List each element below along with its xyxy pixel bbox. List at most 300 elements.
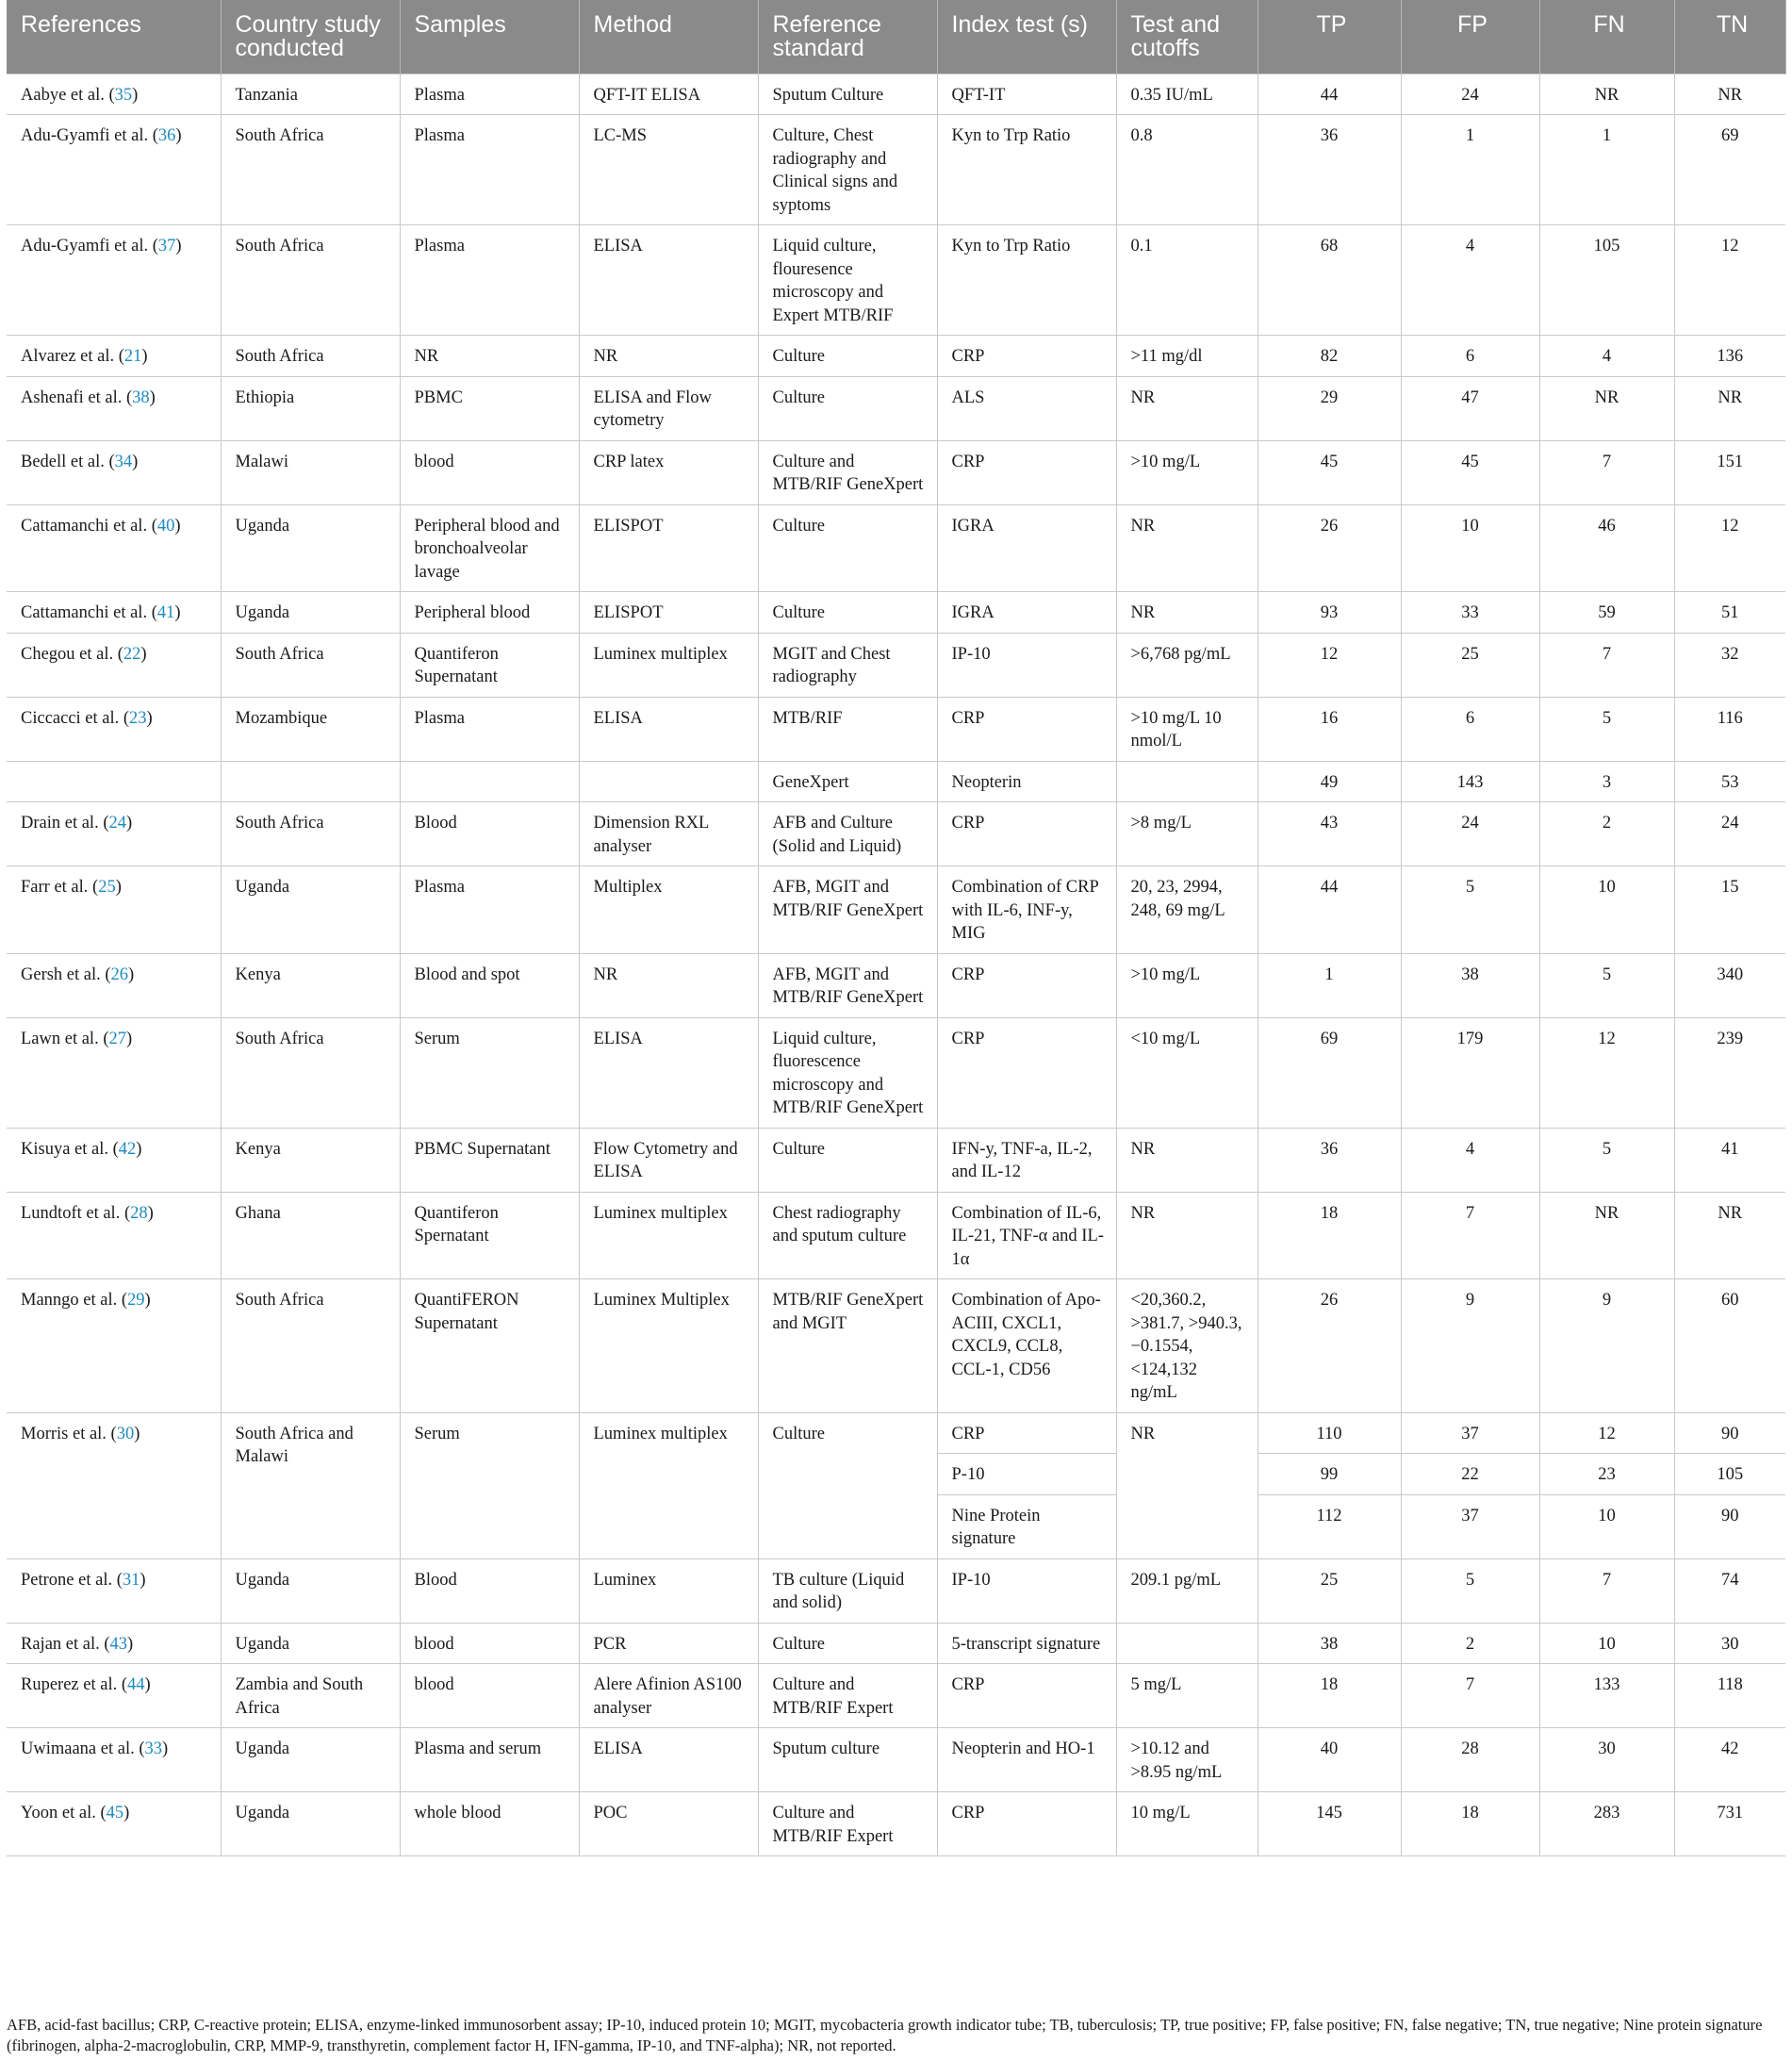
cell-reference xyxy=(7,376,221,440)
reference-close-paren: ) xyxy=(144,1675,151,1694)
cell-fn: 1 xyxy=(1539,115,1674,225)
cell-tp: 112 xyxy=(1258,1494,1401,1558)
cell-reference-standard: MGIT and Chest radiography xyxy=(758,633,937,697)
cell-index-test: IGRA xyxy=(937,504,1116,592)
cell-reference-standard: Culture, Chest radiography and Clinical signs and syptoms xyxy=(758,115,937,225)
cell-tp: 45 xyxy=(1258,440,1401,504)
cell-cutoff: NR xyxy=(1116,376,1258,440)
reference-citation-link[interactable]: 31 xyxy=(122,1570,140,1590)
col-header-tp: TP xyxy=(1258,0,1401,74)
cell-cutoff: 209.1 pg/mL xyxy=(1116,1558,1258,1623)
cell-tp: 38 xyxy=(1258,1623,1401,1664)
table-row xyxy=(7,440,1785,504)
cell-samples: Plasma and serum xyxy=(400,1728,579,1792)
cell-method: ELISA xyxy=(579,697,758,761)
cell-country: Tanzania xyxy=(221,74,400,115)
cell-samples: blood xyxy=(400,1664,579,1728)
cell-fp: 179 xyxy=(1401,1017,1539,1128)
cell-tp: 36 xyxy=(1258,115,1401,225)
table-row xyxy=(7,1728,1785,1792)
cell-index-test: CRP xyxy=(937,697,1116,761)
reference-close-paren: ) xyxy=(126,814,133,833)
cell-reference-standard: Culture xyxy=(758,1412,937,1558)
reference-close-paren: ) xyxy=(175,126,182,145)
cell-index-test: Combination of Apo-ACIII, CXCL1, CXCL9, CCL8, CCL-1, CD56 xyxy=(937,1279,1116,1413)
cell-samples: Blood and spot xyxy=(400,953,579,1017)
cell-fp: 4 xyxy=(1401,1128,1539,1192)
table-row xyxy=(7,1412,1785,1454)
cell-tp: 12 xyxy=(1258,633,1401,697)
cell-reference-standard: TB culture (Liquid and solid) xyxy=(758,1558,937,1623)
cell-fn: 2 xyxy=(1539,802,1674,866)
cell-tn: 12 xyxy=(1674,225,1785,336)
reference-citation-link[interactable]: 41 xyxy=(156,603,175,622)
cell-method xyxy=(579,761,758,802)
cell-reference-standard: Culture xyxy=(758,336,937,377)
col-header-index-test: Index test (s) xyxy=(937,0,1116,74)
cell-cutoff: >8 mg/L xyxy=(1116,802,1258,866)
cell-reference xyxy=(7,440,221,504)
reference-citation-link[interactable]: 33 xyxy=(144,1739,162,1758)
cell-fp: 24 xyxy=(1401,74,1539,115)
reference-citation-link[interactable]: 37 xyxy=(157,237,176,256)
table-row xyxy=(7,1792,1785,1856)
cell-reference xyxy=(7,761,221,802)
cell-index-test: Kyn to Trp Ratio xyxy=(937,225,1116,336)
reference-author: Morris et al. ( xyxy=(21,1424,117,1443)
cell-index-test: Neopterin xyxy=(937,761,1116,802)
col-header-method: Method xyxy=(579,0,758,74)
cell-method: ELISA and Flow cytometry xyxy=(579,376,758,440)
cell-fn: NR xyxy=(1539,74,1674,115)
reference-author: Adu-Gyamfi et al. ( xyxy=(21,126,158,145)
cell-fp: 1 xyxy=(1401,115,1539,225)
cell-fp: 24 xyxy=(1401,802,1539,866)
cell-reference-standard: Chest radiography and sputum culture xyxy=(758,1192,937,1279)
cell-country: Uganda xyxy=(221,504,400,592)
cell-fp: 7 xyxy=(1401,1664,1539,1728)
cell-samples: Peripheral blood xyxy=(400,592,579,634)
cell-samples: Blood xyxy=(400,802,579,866)
cell-tp: 36 xyxy=(1258,1128,1401,1192)
cell-samples: Plasma xyxy=(400,697,579,761)
cell-fn: 10 xyxy=(1539,1623,1674,1664)
cell-reference-standard: Culture and MTB/RIF GeneXpert xyxy=(758,440,937,504)
reference-close-paren: ) xyxy=(162,1739,169,1758)
table-body xyxy=(7,74,1785,1856)
reference-author: Kisuya et al. ( xyxy=(21,1139,119,1159)
cell-fp: 37 xyxy=(1401,1494,1539,1558)
cell-index-test: Kyn to Trp Ratio xyxy=(937,115,1116,225)
reference-author: Ruperez et al. ( xyxy=(21,1675,127,1694)
reference-citation-link[interactable]: 38 xyxy=(132,387,150,407)
cell-reference-standard: Liquid culture, flouresence microscopy and Expert MTB/RIF xyxy=(758,225,937,336)
col-header-fp: FP xyxy=(1401,0,1539,74)
cell-fp: 33 xyxy=(1401,592,1539,634)
cell-samples: Plasma xyxy=(400,225,579,336)
cell-tp: 18 xyxy=(1258,1192,1401,1279)
table-row xyxy=(7,225,1785,336)
cell-index-test: CRP xyxy=(937,953,1116,1017)
cell-cutoff: >10.12 and >8.95 ng/mL xyxy=(1116,1728,1258,1792)
reference-author: Uwimaana et al. ( xyxy=(21,1739,145,1758)
reference-close-paren: ) xyxy=(174,603,181,622)
cell-tp: 82 xyxy=(1258,336,1401,377)
cell-fn: NR xyxy=(1539,376,1674,440)
cell-reference xyxy=(7,1792,221,1856)
cell-tn: NR xyxy=(1674,1192,1785,1279)
cell-cutoff: <10 mg/L xyxy=(1116,1017,1258,1128)
cell-tp: 68 xyxy=(1258,225,1401,336)
cell-country: Uganda xyxy=(221,592,400,634)
cell-tp: 43 xyxy=(1258,802,1401,866)
reference-author: Chegou et al. ( xyxy=(21,644,123,664)
reference-close-paren: ) xyxy=(136,1139,142,1159)
cell-tp: 49 xyxy=(1258,761,1401,802)
cell-country: Ethiopia xyxy=(221,376,400,440)
reference-citation-link[interactable]: 44 xyxy=(127,1675,145,1694)
cell-index-test: CRP xyxy=(937,1412,1116,1454)
reference-citation-link[interactable]: 40 xyxy=(156,516,175,536)
reference-citation-link[interactable]: 25 xyxy=(98,878,116,897)
reference-citation-link[interactable]: 36 xyxy=(157,126,176,145)
col-header-samples: Samples xyxy=(400,0,579,74)
col-header-reference-standard: Reference standard xyxy=(758,0,937,74)
cell-cutoff: NR xyxy=(1116,1192,1258,1279)
reference-close-paren: ) xyxy=(134,1424,140,1443)
reference-author: Cattamanchi et al. ( xyxy=(21,516,157,536)
cell-method: ELISPOT xyxy=(579,504,758,592)
cell-method: Luminex Multiplex xyxy=(579,1279,758,1413)
cell-fp: 10 xyxy=(1401,504,1539,592)
cell-reference xyxy=(7,1279,221,1413)
cell-tn: 53 xyxy=(1674,761,1785,802)
table-row xyxy=(7,1623,1785,1664)
cell-reference xyxy=(7,697,221,761)
cell-cutoff: NR xyxy=(1116,1128,1258,1192)
cell-tn: 69 xyxy=(1674,115,1785,225)
cell-fn: 105 xyxy=(1539,225,1674,336)
cell-index-test: IGRA xyxy=(937,592,1116,634)
cell-reference-standard: AFB, MGIT and MTB/RIF GeneXpert xyxy=(758,953,937,1017)
cell-fp: 4 xyxy=(1401,225,1539,336)
reference-citation-link[interactable]: 28 xyxy=(130,1203,148,1223)
cell-fn: 133 xyxy=(1539,1664,1674,1728)
cell-tn: 12 xyxy=(1674,504,1785,592)
cell-country: South Africa xyxy=(221,336,400,377)
cell-index-test: Nine Protein signature xyxy=(937,1494,1116,1558)
col-header-references: References xyxy=(7,0,221,74)
cell-method: Alere Afinion AS100 analyser xyxy=(579,1664,758,1728)
cell-method: NR xyxy=(579,336,758,377)
cell-reference xyxy=(7,866,221,954)
cell-samples: PBMC Supernatant xyxy=(400,1128,579,1192)
cell-reference xyxy=(7,953,221,1017)
cell-reference xyxy=(7,1017,221,1128)
cell-country: Kenya xyxy=(221,1128,400,1192)
cell-reference xyxy=(7,74,221,115)
reference-citation-link[interactable]: 24 xyxy=(108,814,126,833)
cell-fp: 37 xyxy=(1401,1412,1539,1454)
col-header-fn: FN xyxy=(1539,0,1674,74)
cell-country: Uganda xyxy=(221,1558,400,1623)
cell-samples: blood xyxy=(400,440,579,504)
cell-reference-standard: AFB and Culture (Solid and Liquid) xyxy=(758,802,937,866)
cell-country: Mozambique xyxy=(221,697,400,761)
cell-country: Zambia and South Africa xyxy=(221,1664,400,1728)
table-row xyxy=(7,115,1785,225)
cell-tn: 136 xyxy=(1674,336,1785,377)
cell-method: Dimension RXL analyser xyxy=(579,802,758,866)
cell-tn: 151 xyxy=(1674,440,1785,504)
cell-tn: NR xyxy=(1674,74,1785,115)
cell-tn: 41 xyxy=(1674,1128,1785,1192)
reference-citation-link[interactable]: 26 xyxy=(110,965,129,984)
reference-close-paren: ) xyxy=(140,1570,146,1590)
reference-close-paren: ) xyxy=(140,644,147,664)
cell-fn: 4 xyxy=(1539,336,1674,377)
reference-close-paren: ) xyxy=(132,452,139,471)
cell-samples: Serum xyxy=(400,1017,579,1128)
table-row xyxy=(7,953,1785,1017)
table-row xyxy=(7,592,1785,634)
cell-fn: NR xyxy=(1539,1192,1674,1279)
reference-close-paren: ) xyxy=(175,237,182,256)
cell-method: ELISPOT xyxy=(579,592,758,634)
cell-cutoff: >10 mg/L 10 nmol/L xyxy=(1116,697,1258,761)
cell-country: South Africa xyxy=(221,633,400,697)
reference-author: Adu-Gyamfi et al. ( xyxy=(21,237,158,256)
cell-tn: 90 xyxy=(1674,1494,1785,1558)
cell-cutoff: 0.1 xyxy=(1116,225,1258,336)
cell-tn: 60 xyxy=(1674,1279,1785,1413)
cell-cutoff xyxy=(1116,1623,1258,1664)
table-container xyxy=(7,0,1785,1856)
cell-method: POC xyxy=(579,1792,758,1856)
cell-fp: 38 xyxy=(1401,953,1539,1017)
cell-index-test: CRP xyxy=(937,1017,1116,1128)
cell-samples: blood xyxy=(400,1623,579,1664)
cell-country xyxy=(221,761,400,802)
cell-fn: 5 xyxy=(1539,1128,1674,1192)
reference-close-paren: ) xyxy=(141,347,148,366)
cell-reference xyxy=(7,1412,221,1558)
cell-index-test: CRP xyxy=(937,336,1116,377)
cell-samples: PBMC xyxy=(400,376,579,440)
cell-cutoff xyxy=(1116,761,1258,802)
cell-samples: Plasma xyxy=(400,115,579,225)
col-header-cutoffs: Test and cutoffs xyxy=(1116,0,1258,74)
reference-citation-link[interactable]: 35 xyxy=(114,85,133,105)
reference-citation-link[interactable]: 23 xyxy=(129,708,147,728)
cell-reference xyxy=(7,1192,221,1279)
header-row xyxy=(7,0,1785,74)
cell-country: South Africa xyxy=(221,115,400,225)
cell-method: QFT-IT ELISA xyxy=(579,74,758,115)
cell-cutoff: 0.35 IU/mL xyxy=(1116,74,1258,115)
cell-country: South Africa xyxy=(221,1017,400,1128)
cell-tp: 26 xyxy=(1258,504,1401,592)
cell-tn: 15 xyxy=(1674,866,1785,954)
cell-reference-standard: Culture xyxy=(758,376,937,440)
reference-close-paren: ) xyxy=(147,1203,154,1223)
cell-reference-standard: GeneXpert xyxy=(758,761,937,802)
reference-close-paren: ) xyxy=(126,1029,133,1048)
cell-fp: 22 xyxy=(1401,1454,1539,1495)
reference-close-paren: ) xyxy=(146,708,153,728)
table-footnote: AFB, acid-fast bacillus; CRP, C-reactive protein; ELISA, enzyme-linked immunosorbent assay; IP-10, induced protein 10; MGIT, mycobacteria growth indicator tube; TB, tuberculosis; TP, true positive; FP, false positive; FN, false negative; TN, true negative; Nine protein signature (fibrinogen, alpha-2-macroglobulin, CRP, MMP-9, transthyretin, complement factor H, IFN-gamma, IP-10, and TNF-alpha); NR, not reported. xyxy=(7,2016,1763,2054)
cell-reference xyxy=(7,1128,221,1192)
cell-reference-standard: Culture xyxy=(758,1128,937,1192)
cell-samples: Plasma xyxy=(400,74,579,115)
reference-citation-link[interactable]: 22 xyxy=(123,644,141,664)
cell-fp: 47 xyxy=(1401,376,1539,440)
table-row xyxy=(7,336,1785,377)
cell-index-test: QFT-IT xyxy=(937,74,1116,115)
cell-tn: 24 xyxy=(1674,802,1785,866)
cell-tn: 239 xyxy=(1674,1017,1785,1128)
cell-tn: 74 xyxy=(1674,1558,1785,1623)
cell-fn: 12 xyxy=(1539,1017,1674,1128)
table-row xyxy=(7,802,1785,866)
cell-fp: 45 xyxy=(1401,440,1539,504)
reference-author: Aabye et al. ( xyxy=(21,85,115,105)
cell-index-test: CRP xyxy=(937,1664,1116,1728)
reference-author: Yoon et al. ( xyxy=(21,1804,107,1822)
reference-close-paren: ) xyxy=(123,1804,130,1822)
cell-reference-standard: Culture xyxy=(758,1623,937,1664)
cell-cutoff: 10 mg/L xyxy=(1116,1792,1258,1856)
table-row xyxy=(7,504,1785,592)
cell-reference-standard: Sputum Culture xyxy=(758,74,937,115)
reference-close-paren: ) xyxy=(144,1291,151,1310)
cell-method: ELISA xyxy=(579,225,758,336)
reference-citation-link[interactable]: 45 xyxy=(106,1804,124,1822)
reference-citation-link[interactable]: 21 xyxy=(123,347,142,366)
cell-tn: 105 xyxy=(1674,1454,1785,1495)
cell-samples: Quantiferon Supernatant xyxy=(400,633,579,697)
cell-fn: 30 xyxy=(1539,1728,1674,1792)
reference-close-paren: ) xyxy=(149,387,156,407)
cell-method: Luminex multiplex xyxy=(579,1192,758,1279)
cell-index-test: CRP xyxy=(937,440,1116,504)
cell-country: South Africa and Malawi xyxy=(221,1412,400,1558)
cell-reference xyxy=(7,115,221,225)
cell-index-test: CRP xyxy=(937,802,1116,866)
reference-author: Alvarez et al. ( xyxy=(21,347,124,366)
cell-index-test: P-10 xyxy=(937,1454,1116,1495)
cell-reference xyxy=(7,1558,221,1623)
cell-fn: 283 xyxy=(1539,1792,1674,1856)
cell-fn: 9 xyxy=(1539,1279,1674,1413)
reference-citation-link[interactable]: 42 xyxy=(118,1139,137,1159)
reference-author: Gersh et al. ( xyxy=(21,965,111,984)
cell-method: ELISA xyxy=(579,1017,758,1128)
cell-reference-standard: Culture xyxy=(758,504,937,592)
reference-author: Rajan et al. ( xyxy=(21,1634,110,1654)
cell-country: Malawi xyxy=(221,440,400,504)
cell-index-test: ALS xyxy=(937,376,1116,440)
reference-citation-link[interactable]: 29 xyxy=(127,1291,145,1310)
cell-samples: Serum xyxy=(400,1412,579,1558)
cell-tp: 44 xyxy=(1258,866,1401,954)
cell-tp: 1 xyxy=(1258,953,1401,1017)
reference-author: Farr et al. ( xyxy=(21,878,99,897)
cell-tp: 145 xyxy=(1258,1792,1401,1856)
reference-citation-link[interactable]: 27 xyxy=(108,1029,126,1048)
cell-fp: 6 xyxy=(1401,336,1539,377)
cell-fn: 12 xyxy=(1539,1412,1674,1454)
cell-tp: 40 xyxy=(1258,1728,1401,1792)
reference-author: Ciccacci et al. ( xyxy=(21,708,130,728)
cell-fp: 2 xyxy=(1401,1623,1539,1664)
cell-reference-standard: Culture and MTB/RIF Expert xyxy=(758,1792,937,1856)
cell-reference-standard: AFB, MGIT and MTB/RIF GeneXpert xyxy=(758,866,937,954)
cell-reference-standard: MTB/RIF xyxy=(758,697,937,761)
cell-method: Luminex multiplex xyxy=(579,633,758,697)
cell-tn: NR xyxy=(1674,376,1785,440)
cell-tp: 93 xyxy=(1258,592,1401,634)
cell-cutoff: 5 mg/L xyxy=(1116,1664,1258,1728)
reference-citation-link[interactable]: 34 xyxy=(114,452,133,471)
cell-index-test: IP-10 xyxy=(937,633,1116,697)
cell-fp: 6 xyxy=(1401,697,1539,761)
table-row xyxy=(7,761,1785,802)
reference-citation-link[interactable]: 43 xyxy=(109,1634,128,1654)
cell-tn: 118 xyxy=(1674,1664,1785,1728)
reference-author: Cattamanchi et al. ( xyxy=(21,603,157,622)
cell-reference-standard: Culture xyxy=(758,592,937,634)
cell-tn: 32 xyxy=(1674,633,1785,697)
cell-tp: 25 xyxy=(1258,1558,1401,1623)
cell-fn: 5 xyxy=(1539,697,1674,761)
cell-fp: 18 xyxy=(1401,1792,1539,1856)
reference-author: Manngo et al. ( xyxy=(21,1291,128,1310)
cell-country: Uganda xyxy=(221,866,400,954)
cell-fp: 9 xyxy=(1401,1279,1539,1413)
cell-samples: Blood xyxy=(400,1558,579,1623)
cell-method: Multiplex xyxy=(579,866,758,954)
cell-cutoff: NR xyxy=(1116,504,1258,592)
table-row xyxy=(7,1279,1785,1413)
cell-samples: Peripheral blood and bronchoalveolar lavage xyxy=(400,504,579,592)
cell-fn: 46 xyxy=(1539,504,1674,592)
cell-fn: 5 xyxy=(1539,953,1674,1017)
cell-reference xyxy=(7,633,221,697)
cell-tp: 44 xyxy=(1258,74,1401,115)
cell-tp: 16 xyxy=(1258,697,1401,761)
cell-index-test: IFN-y, TNF-a, IL-2, and IL-12 xyxy=(937,1128,1116,1192)
cell-tn: 731 xyxy=(1674,1792,1785,1856)
cell-method: NR xyxy=(579,953,758,1017)
reference-citation-link[interactable]: 30 xyxy=(116,1424,135,1443)
table-row xyxy=(7,1558,1785,1623)
cell-cutoff: >11 mg/dl xyxy=(1116,336,1258,377)
cell-tp: 99 xyxy=(1258,1454,1401,1495)
reference-close-paren: ) xyxy=(132,85,139,105)
cell-reference-standard: Sputum culture xyxy=(758,1728,937,1792)
study-table xyxy=(7,0,1786,1856)
reference-author: Bedell et al. ( xyxy=(21,452,115,471)
reference-author: Lawn et al. ( xyxy=(21,1029,109,1048)
reference-close-paren: ) xyxy=(128,965,135,984)
cell-reference xyxy=(7,1664,221,1728)
cell-method: Flow Cytometry and ELISA xyxy=(579,1128,758,1192)
cell-fp: 5 xyxy=(1401,1558,1539,1623)
cell-country: Uganda xyxy=(221,1792,400,1856)
cell-reference-standard: Culture and MTB/RIF Expert xyxy=(758,1664,937,1728)
reference-author: Lundtoft et al. ( xyxy=(21,1203,131,1223)
